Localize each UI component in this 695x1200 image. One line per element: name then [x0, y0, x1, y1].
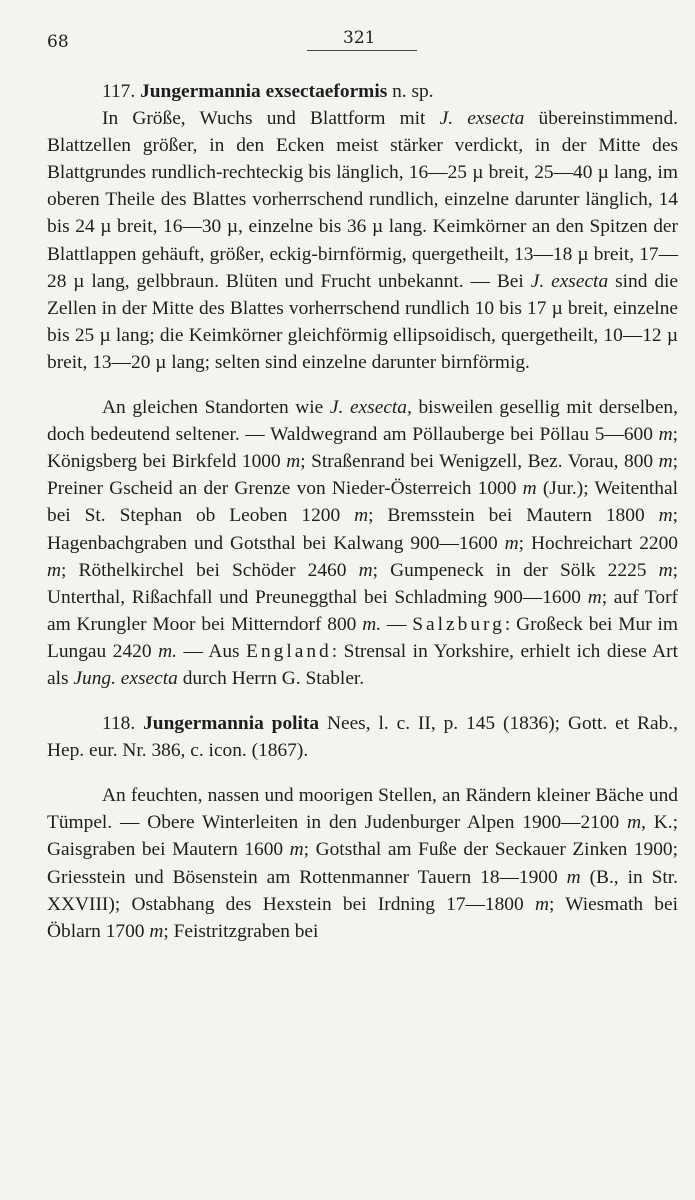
entry-117-description: In Größe, Wuchs und Blattform mit J. exsecta übereinstimmend. Blattzellen größer, in den Ecken meist stärker verdickt, in der Mitte des Blattgrundes rundlich-rechteckig bis länglich, 16—25 µ breit, 25—40 µ lang, im oberen Theile des Blattes vorherrschend rundlich, einzelne darunter länglich, 14 bis 24 µ breit, 16—30 µ, einzelne bis 36 µ lang. Keimkörner an den Spitzen der Blattlappen gehäuft, größer, eckig-birnförmig, quergetheilt, 13—18 µ breit, 17—28 µ lang, gelbbraun. Blüten und Frucht unbekannt. — Bei J. exsecta sind die Zellen in der Mitte des Blattes vorherrschend rundlich 10 bis 17 µ breit, einzelne bis 25 µ lang; die Keimkörner gleichförmig ellipsoidisch, quergetheilt, 10—12 µ breit, 13—20 µ lang; selten sind einzelne darunter birnförmig. [47, 108, 679, 373]
region-salzburg: Salzburg [412, 613, 505, 635]
page-header [0, 28, 695, 56]
entry-117-heading [47, 78, 678, 105]
entry-117-localities: An gleichen Standorten wie J. exsecta, bisweilen gesellig mit derselben, doch bedeutend seltener. — Waldwegrand am Pöllauberge bei Pöllau 5—600 m; Königsberg bei Birkfeld 1000 m; Straßenrand bei Wenigzell, Bez. Vorau, 800 m; Preiner Gscheid an der Grenze von Nieder-Österreich 1000 m (Jur.); Weitenthal bei St. Stephan ob Leoben 1200 m; Bremsstein bei Mautern 1800 m; Hagenbachgraben und Gotsthal bei Kalwang 900—1600 m; Hochreichart 2200 m; Röthelkirchel bei Schöder 2460 m; Gumpeneck in der Sölk 2225 m; Unterthal, Rißachfall und Preuneggthal bei Schladming 900—1600 m; auf Torf am Krungler Moor bei Mitterndorf 800 m. — Salzburg: Großeck bei Mur im Lungau 2420 m. — Aus England: Strensal in Yorkshire, erhielt ich diese Art als Jung. exsecta durch Herrn G. Stabler. [47, 397, 679, 689]
entry-117-number: 117. [102, 81, 136, 102]
species-ref: J. exsecta, [329, 397, 412, 419]
entry-118-number: 118. [102, 713, 136, 735]
page-number: 68 [47, 32, 69, 52]
entry-118-citation: Nees, l. c. II, p. 145 (1836); Gott. et Rab., Hep. eur. Nr. 386, c. icon. (1867). [47, 713, 678, 762]
entry-117-authority: n. sp. [387, 81, 434, 102]
species-ref: J. exsecta [530, 270, 609, 292]
region-england: England [246, 640, 332, 662]
page-body [47, 78, 678, 945]
species-ref: J. exsecta [439, 108, 525, 130]
running-number: 321 [343, 28, 376, 48]
entry-118-heading [47, 710, 678, 764]
header-rule [307, 50, 417, 51]
entry-117-species-name: Jungermannia exsectaeformis [140, 81, 388, 102]
entry-118-species-name: Jungermannia polita [143, 713, 320, 735]
species-ref: Jung. exsecta [73, 667, 178, 689]
entry-118-localities: An feuchten, nassen und moorigen Stellen, an Rändern kleiner Bäche und Tümpel. — Obere Winterleiten in den Judenburger Alpen 1900—2100 m, K.; Gaisgraben bei Mautern 1600 m; Gotsthal am Fuße der Seckauer Zinken 1900; Griesstein und Bösenstein am Rottenmanner Tauern 18—1900 m (B., in Str. XXVIII); Ostabhang des Hexstein bei Irdning 17—1800 m; Wiesmath bei Öblarn 1700 m; Feistritzgraben bei [47, 785, 679, 942]
